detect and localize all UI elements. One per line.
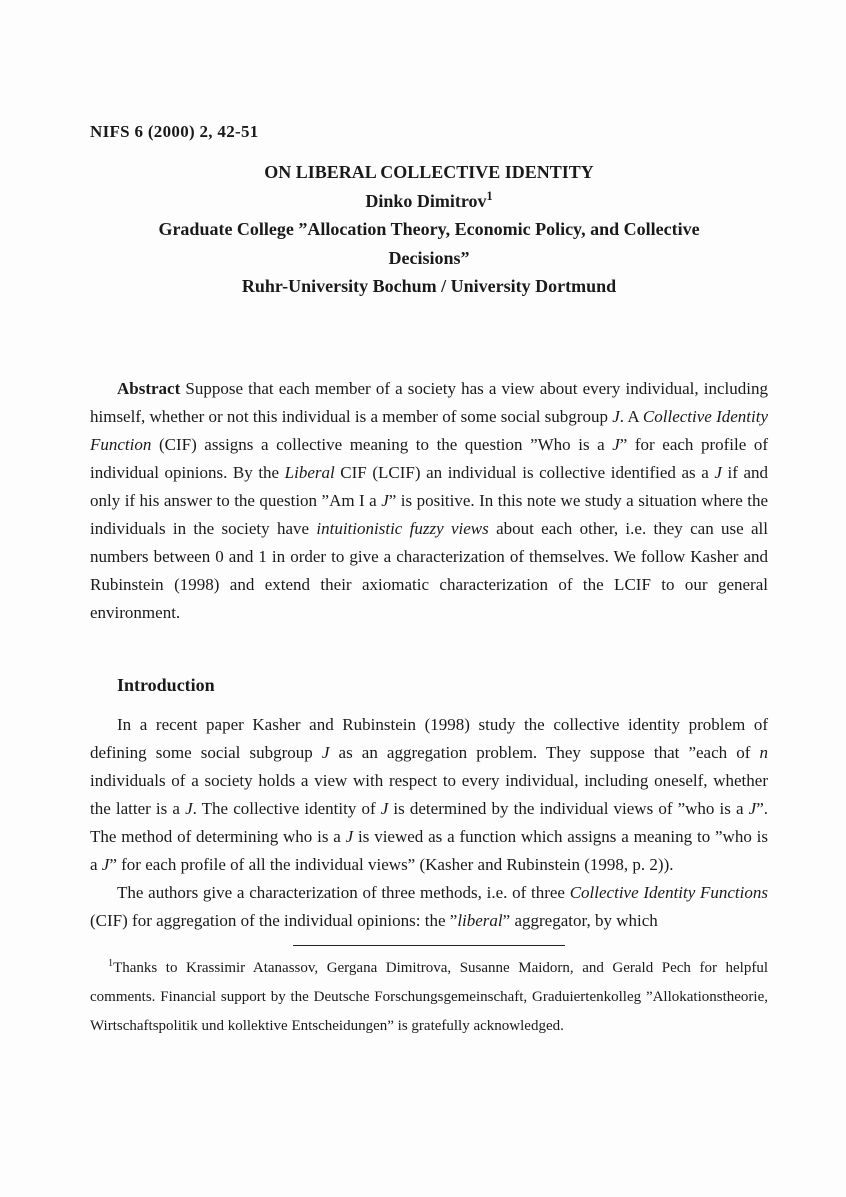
affiliation-line-3: Ruhr-University Bochum / University Dortmund [241, 276, 617, 296]
section-heading-introduction: Introduction [117, 674, 215, 695]
paper-title: ON LIBERAL COLLECTIVE IDENTITY [264, 162, 594, 182]
journal-reference: NIFS 6 (2000) 2, 42-51 [90, 122, 259, 141]
intro-paragraph-1: In a recent paper Kasher and Rubinstein (1998) study the collective identity problem of defining some social subgroup J as an aggregation problem. They suppose that ”each of n individuals of a society holds a view with respect to every individual, including oneself, whether the latter is a J. The collective identity of J is determined by the individual views of ”who is a J”. The method of determining who is a J is viewed as a function which assigns a meaning to ”who is a J” for each profile of all the individual views” (Kasher and Rubinstein (1998, p. 2)). [90, 714, 769, 874]
title-block [90, 158, 768, 301]
author-name: Dinko Dimitrov [365, 190, 487, 211]
affiliation-line-1: Graduate College ”Allocation Theory, Economic Policy, and Collective [158, 219, 700, 239]
footnote-text: $^1$Thanks to Krassimir Atanassov, Gergana Dimitrova, Susanne Maidorn, and Gerald Pech for helpful comments. Financial support by the Deutsche Forschungsgemeinschaft, Graduiertenkolleg ”Allokationstheorie, Wirtschaftspolitik und kollektive Entscheidungen” is gratefully acknowledged. [90, 957, 768, 1034]
author-footnote-mark: 1 [486, 188, 493, 203]
author-line [90, 187, 768, 216]
abstract-paragraph: Abstract Suppose that each member of a society has a view about every individual, including himself, whether or not this individual is a member of some social subgroup J. A Collective Identity Function (CIF) assigns a collective meaning to the question ”Who is a J” for each profile of individual opinions. By the Liberal CIF (LCIF) an individual is collective identified as a J if and only if his answer to the question ”Am I a J” is positive. In this note we study a situation where the individuals in the society have intuitionistic fuzzy views about each other, i.e. they can use all numbers between 0 and 1 in order to give a characterization of themselves. We follow Kasher and Rubinstein (1998) and extend their axiomatic characterization of the LCIF to our general environment. [90, 378, 768, 622]
affiliation-line-2: Decisions” [388, 247, 470, 268]
intro-paragraph-2: The authors give a characterization of three methods, i.e. of three Collective Identity Functions (CIF) for aggregation of the individual opinions: the ”liberal” aggregator, by which [90, 882, 768, 930]
page-content [90, 0, 768, 1041]
footnote-divider [293, 945, 565, 946]
